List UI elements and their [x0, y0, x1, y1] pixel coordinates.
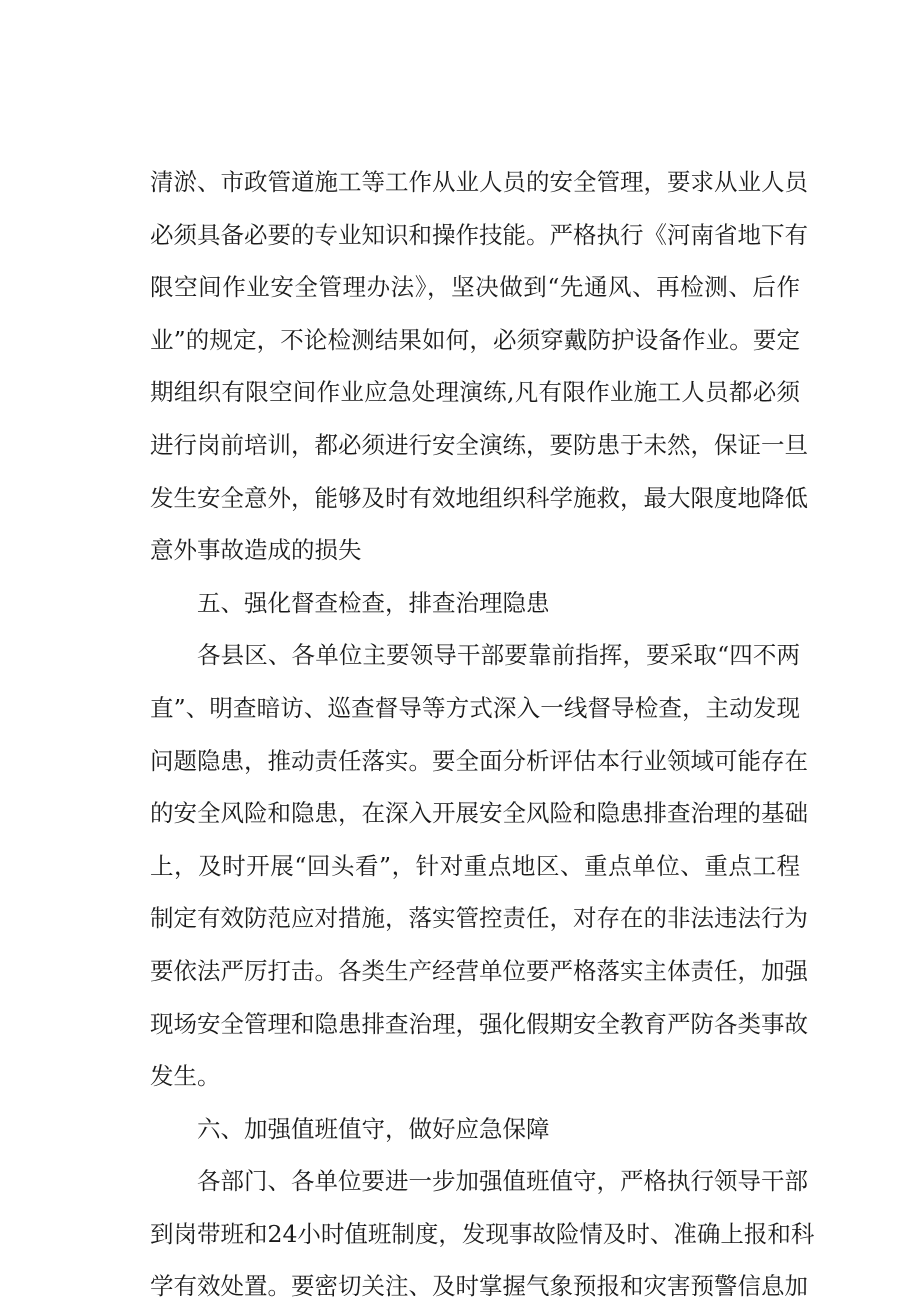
paragraph-line: 限空间作业安全管理办法》，坚决做到“先通风、再检测、后作 [150, 273, 800, 302]
paragraph-line: 期组织有限空间作业应急处理演练,凡有限作业施工人员都必须 [150, 378, 800, 407]
paragraph-line: 各部门、各单位要进一步加强值班值守，严格执行领导干部 [197, 1167, 808, 1196]
paragraph-line: 直”、明查暗访、巡查督导等方式深入一线督导检查，主动发现 [150, 693, 800, 722]
paragraph-line: 现场安全管理和隐患排查治理，强化假期安全教育严防各类事故 [150, 1009, 808, 1038]
paragraph-line: 发生安全意外，能够及时有效地组织科学施救，最大限度地降低 [150, 483, 808, 512]
document-body [150, 156, 815, 1313]
section-heading-5: 五、强化督查检查，排查治理隐患 [197, 588, 550, 617]
paragraph-line: 制定有效防范应对措施，落实管控责任，对存在的非法违法行为 [150, 904, 808, 933]
paragraph-line: 各县区、各单位主要领导干部要靠前指挥，要采取“四不两 [197, 641, 800, 670]
paragraph-line: 要依法严厉打击。各类生产经营单位要严格落实主体责任，加强 [150, 956, 808, 985]
paragraph-line: 必须具备必要的专业知识和操作技能。严格执行《河南省地下有 [150, 220, 808, 249]
paragraph-line: 进行岗前培训，都必须进行安全演练，要防患于未然，保证一旦 [150, 430, 808, 459]
paragraph-line: 意外事故造成的损失 [150, 536, 362, 565]
paragraph-line: 问题隐患，推动责任落实。要全面分析评估本行业领域可能存在 [150, 746, 808, 775]
section-heading-6: 六、加强值班值守，做好应急保障 [197, 1114, 550, 1143]
paragraph-line: 业”的规定，不论检测结果如何，必须穿戴防护设备作业。要定 [150, 325, 800, 354]
paragraph-line: 清淤、市政管道施工等工作从业人员的安全管理，要求从业人员 [150, 168, 808, 196]
paragraph-line: 的安全风险和隐患，在深入开展安全风险和隐患排查治理的基础 [150, 799, 808, 828]
paragraph-line: 到岗带班和24小时值班制度，发现事故险情及时、准确上报和科 [150, 1219, 815, 1248]
paragraph-line: 上，及时开展“回头看”，针对重点地区、重点单位、重点工程 [150, 851, 800, 880]
paragraph-line: 学有效处置。要密切关注、及时掌握气象预报和灾害预警信息加 [150, 1272, 808, 1301]
paragraph-line: 发生。 [150, 1062, 221, 1091]
